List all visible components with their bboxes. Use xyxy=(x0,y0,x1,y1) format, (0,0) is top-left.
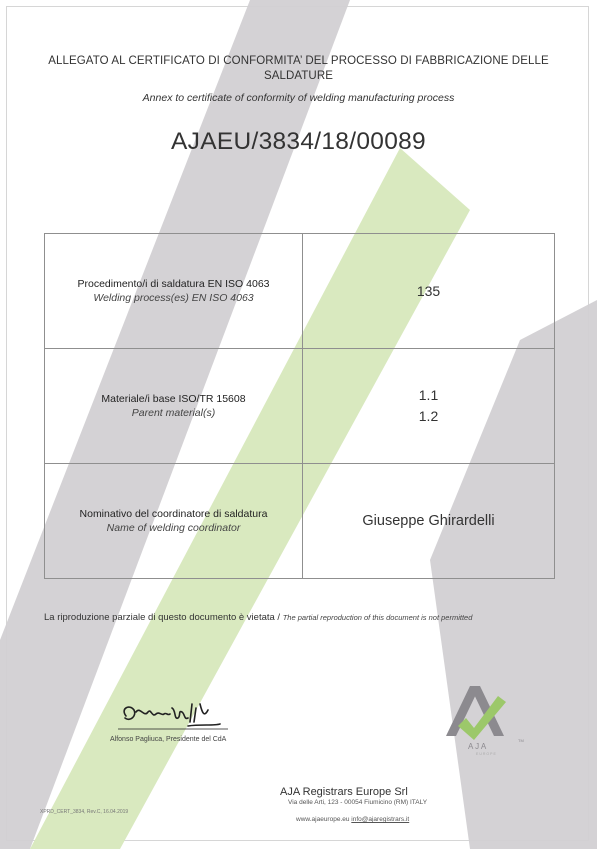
row-label-cell xyxy=(45,464,303,579)
label-italian: Materiale/i base ISO/TR 15608 xyxy=(101,393,246,405)
row-label-cell xyxy=(45,349,303,464)
aja-logo xyxy=(440,682,536,756)
company-address: Via delle Arti, 123 - 00054 Fiumicino (RM) ITALY xyxy=(288,799,428,806)
document-reference: XPRD_CERT_3834, Rev.C, 16.04.2019 xyxy=(40,809,129,815)
row-value-cell xyxy=(303,349,555,464)
logo-text: A J A xyxy=(468,742,487,751)
table-row xyxy=(45,349,555,464)
parent-material-value-2: 1.2 xyxy=(418,408,439,424)
company-name: AJA Registrars Europe Srl xyxy=(280,786,408,798)
parent-material-value-1: 1.1 xyxy=(418,387,439,403)
row-value-cell xyxy=(303,234,555,349)
signature-image xyxy=(118,698,228,734)
label-italian: Procedimento/i di saldatura EN ISO 4063 xyxy=(77,278,270,290)
notice-english: The partial reproduction of this document is not permitted xyxy=(282,613,473,622)
label-english: Welding process(es) EN ISO 4063 xyxy=(93,292,254,304)
welding-process-value: 135 xyxy=(416,282,441,299)
logo-tm: TM xyxy=(518,738,524,743)
reproduction-notice xyxy=(44,612,472,623)
label-english: Parent material(s) xyxy=(131,407,216,419)
label-italian: Nominativo del coordinatore di saldatura xyxy=(79,508,268,520)
email-link[interactable]: info@ajaregistrars.it xyxy=(351,816,410,823)
signature-caption: Alfonso Pagliuca, Presidente del CdA xyxy=(110,736,227,743)
title-english: Annex to certificate of conformity of welding manufacturing process xyxy=(142,92,455,104)
certificate-details-table xyxy=(44,233,555,579)
company-contacts xyxy=(296,816,409,823)
table-row xyxy=(45,234,555,349)
certificate-number: AJAEU/3834/18/00089 xyxy=(171,128,426,155)
coordinator-name: Giuseppe Ghirardelli xyxy=(362,513,495,529)
title-italian: ALLEGATO AL CERTIFICATO DI CONFORMITA’ DEL PROCESSO DI FABBRICAZIONE DELLE SALDATURE xyxy=(48,55,549,82)
website-link[interactable]: www.ajaeurope.eu xyxy=(296,816,350,823)
table-row xyxy=(45,464,555,579)
logo-subtext: EUROPE xyxy=(476,752,497,756)
row-value-cell xyxy=(303,464,555,579)
row-label-cell xyxy=(45,234,303,349)
notice-italian: La riproduzione parziale di questo documento è vietata / xyxy=(44,612,281,623)
label-english: Name of welding coordinator xyxy=(106,522,241,534)
